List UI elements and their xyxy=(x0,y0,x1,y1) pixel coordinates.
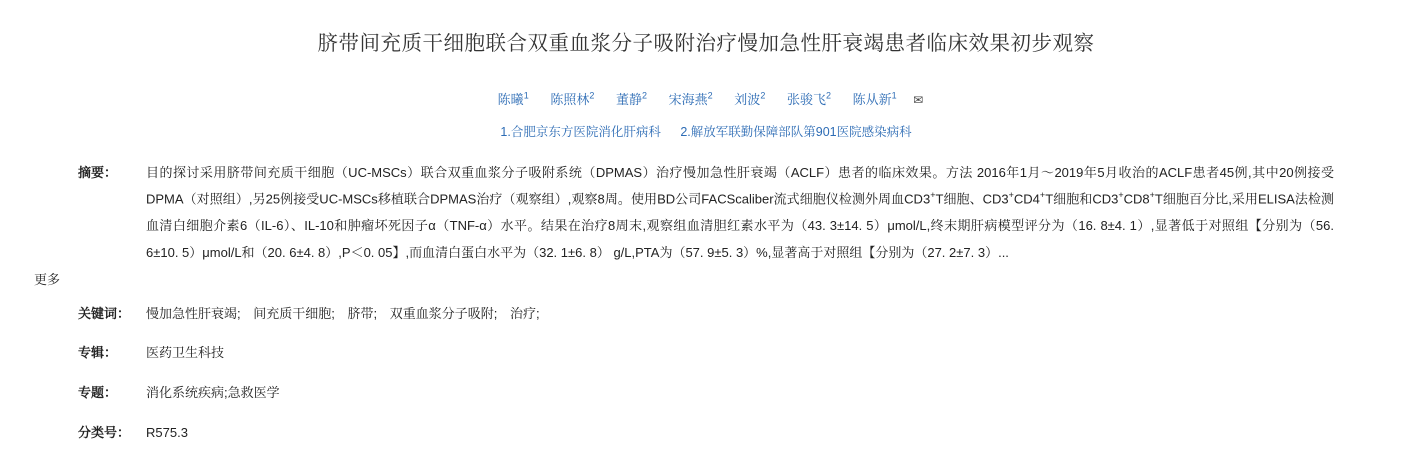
author-item[interactable] xyxy=(550,92,594,107)
keyword-item[interactable]: 双重血浆分子吸附; xyxy=(389,305,498,321)
keywords-section xyxy=(0,301,1412,328)
author-affiliation-marker: 1 xyxy=(891,90,897,101)
author-item[interactable] xyxy=(616,92,647,107)
author-item[interactable] xyxy=(787,92,831,107)
keyword-item[interactable]: 慢加急性肝衰竭; xyxy=(146,305,241,321)
author-name: 陈照林 xyxy=(550,91,590,107)
author-name: 陈曦 xyxy=(497,91,524,107)
author-affiliation-marker: 2 xyxy=(589,90,595,101)
author-affiliation-marker: 1 xyxy=(523,90,529,101)
author-list xyxy=(0,89,1412,108)
abstract-sup-2: + xyxy=(1008,190,1014,201)
keywords-value xyxy=(146,301,1334,328)
abstract-part-3: CD4 xyxy=(1013,191,1040,207)
abstract-sup-3: + xyxy=(1039,190,1046,201)
author-affiliation-marker: 2 xyxy=(825,90,831,101)
mail-icon[interactable]: ✉ xyxy=(913,93,924,108)
author-name: 宋海燕 xyxy=(668,91,708,107)
author-item[interactable] xyxy=(853,92,897,107)
keyword-item[interactable]: 治疗; xyxy=(510,305,540,321)
affiliation-item-2[interactable]: 2.解放军联勤保障部队第901医院感染病科 xyxy=(680,124,912,139)
classification-section xyxy=(0,420,1412,447)
author-item[interactable] xyxy=(734,92,765,107)
author-name: 张骏飞 xyxy=(786,91,826,107)
author-item[interactable] xyxy=(669,92,713,107)
classification-number: R575.3 xyxy=(146,424,188,440)
abstract-part-5: CD8 xyxy=(1123,191,1150,207)
abstract-sup-5: + xyxy=(1149,190,1155,201)
topic-link[interactable]: 消化系统疾病;急救医学 xyxy=(146,384,280,400)
abstract-section xyxy=(0,160,1412,267)
abstract-sup-4: + xyxy=(1118,190,1124,201)
abstract-label: 摘要： xyxy=(78,164,118,180)
classification-value xyxy=(146,420,1334,447)
abstract-text xyxy=(146,160,1334,267)
abstract-more-button[interactable]: 更多 xyxy=(34,271,61,287)
album-label: 专辑： xyxy=(78,345,118,361)
abstract-part-4: T细胞和CD3 xyxy=(1045,191,1119,207)
classification-label: 分类号： xyxy=(78,424,131,440)
topic-value xyxy=(146,380,1334,407)
author-affiliation-marker: 2 xyxy=(760,90,766,101)
abstract-part-2: T细胞、CD3 xyxy=(935,191,1009,207)
page-title: 脐带间充质干细胞联合双重血浆分子吸附治疗慢加急性肝衰竭患者临床效果初步观察 xyxy=(317,32,1095,55)
topic-section xyxy=(0,380,1412,407)
author-affiliation-marker: 2 xyxy=(707,90,713,101)
affiliation-list xyxy=(0,122,1412,140)
author-affiliation-marker: 2 xyxy=(642,90,648,101)
keyword-item[interactable]: 间充质干细胞; xyxy=(253,305,335,321)
affiliation-item-1[interactable]: 1.合肥京东方医院消化肝病科 xyxy=(500,124,661,139)
keyword-item[interactable]: 脐带; xyxy=(347,305,378,321)
album-link[interactable]: 医药卫生科技 xyxy=(146,345,225,361)
album-section xyxy=(0,340,1412,367)
abstract-part-1: 目的探讨采用脐带间充质干细胞（UC-MSCs）联合双重血浆分子吸附系统（DPMAS）治疗慢加急性肝衰竭（ACLF）患者的临床效果。方法 2016年1月～2019年5月收治的ACLF患者45例,其中20例接受DPMA（对照组）,另25例接受UC-MSCs移植联合DPMAS治疗（观察组）,观察8周。使用BD公司FACScaliber流式细胞仪检测外周血CD3 xyxy=(146,164,1334,207)
album-value xyxy=(146,340,1334,367)
abstract-sup-1: + xyxy=(930,190,936,201)
abstract-part-6: T细胞百分比,采用ELISA法检测血清白细胞介素6（IL-6）、IL-10和肿瘤坏死因子α（TNF-α）水平。结果在治疗8周末,观察组血清胆红素水平为（43. 3±14. 5）μmol/L,终末期肝病模型评分为（16. 8±4. 1）,显著低于对照组【分别为（56. 6±10. 5）μmol/L和（20. 6±4. 8）,P＜0. 05】,而血清白蛋白水平为（32. 1±6. 8） g/L,PTA为（57. 9±5. 3）%,显著高于对照组【分别为（27. 2±7. 3）... xyxy=(146,191,1335,260)
topic-label: 专题： xyxy=(78,384,118,400)
author-name: 刘波 xyxy=(734,91,761,107)
author-name: 董静 xyxy=(615,91,642,107)
author-item[interactable] xyxy=(498,92,529,107)
keywords-label: 关键词： xyxy=(78,305,131,321)
author-name: 陈从新 xyxy=(852,91,892,107)
